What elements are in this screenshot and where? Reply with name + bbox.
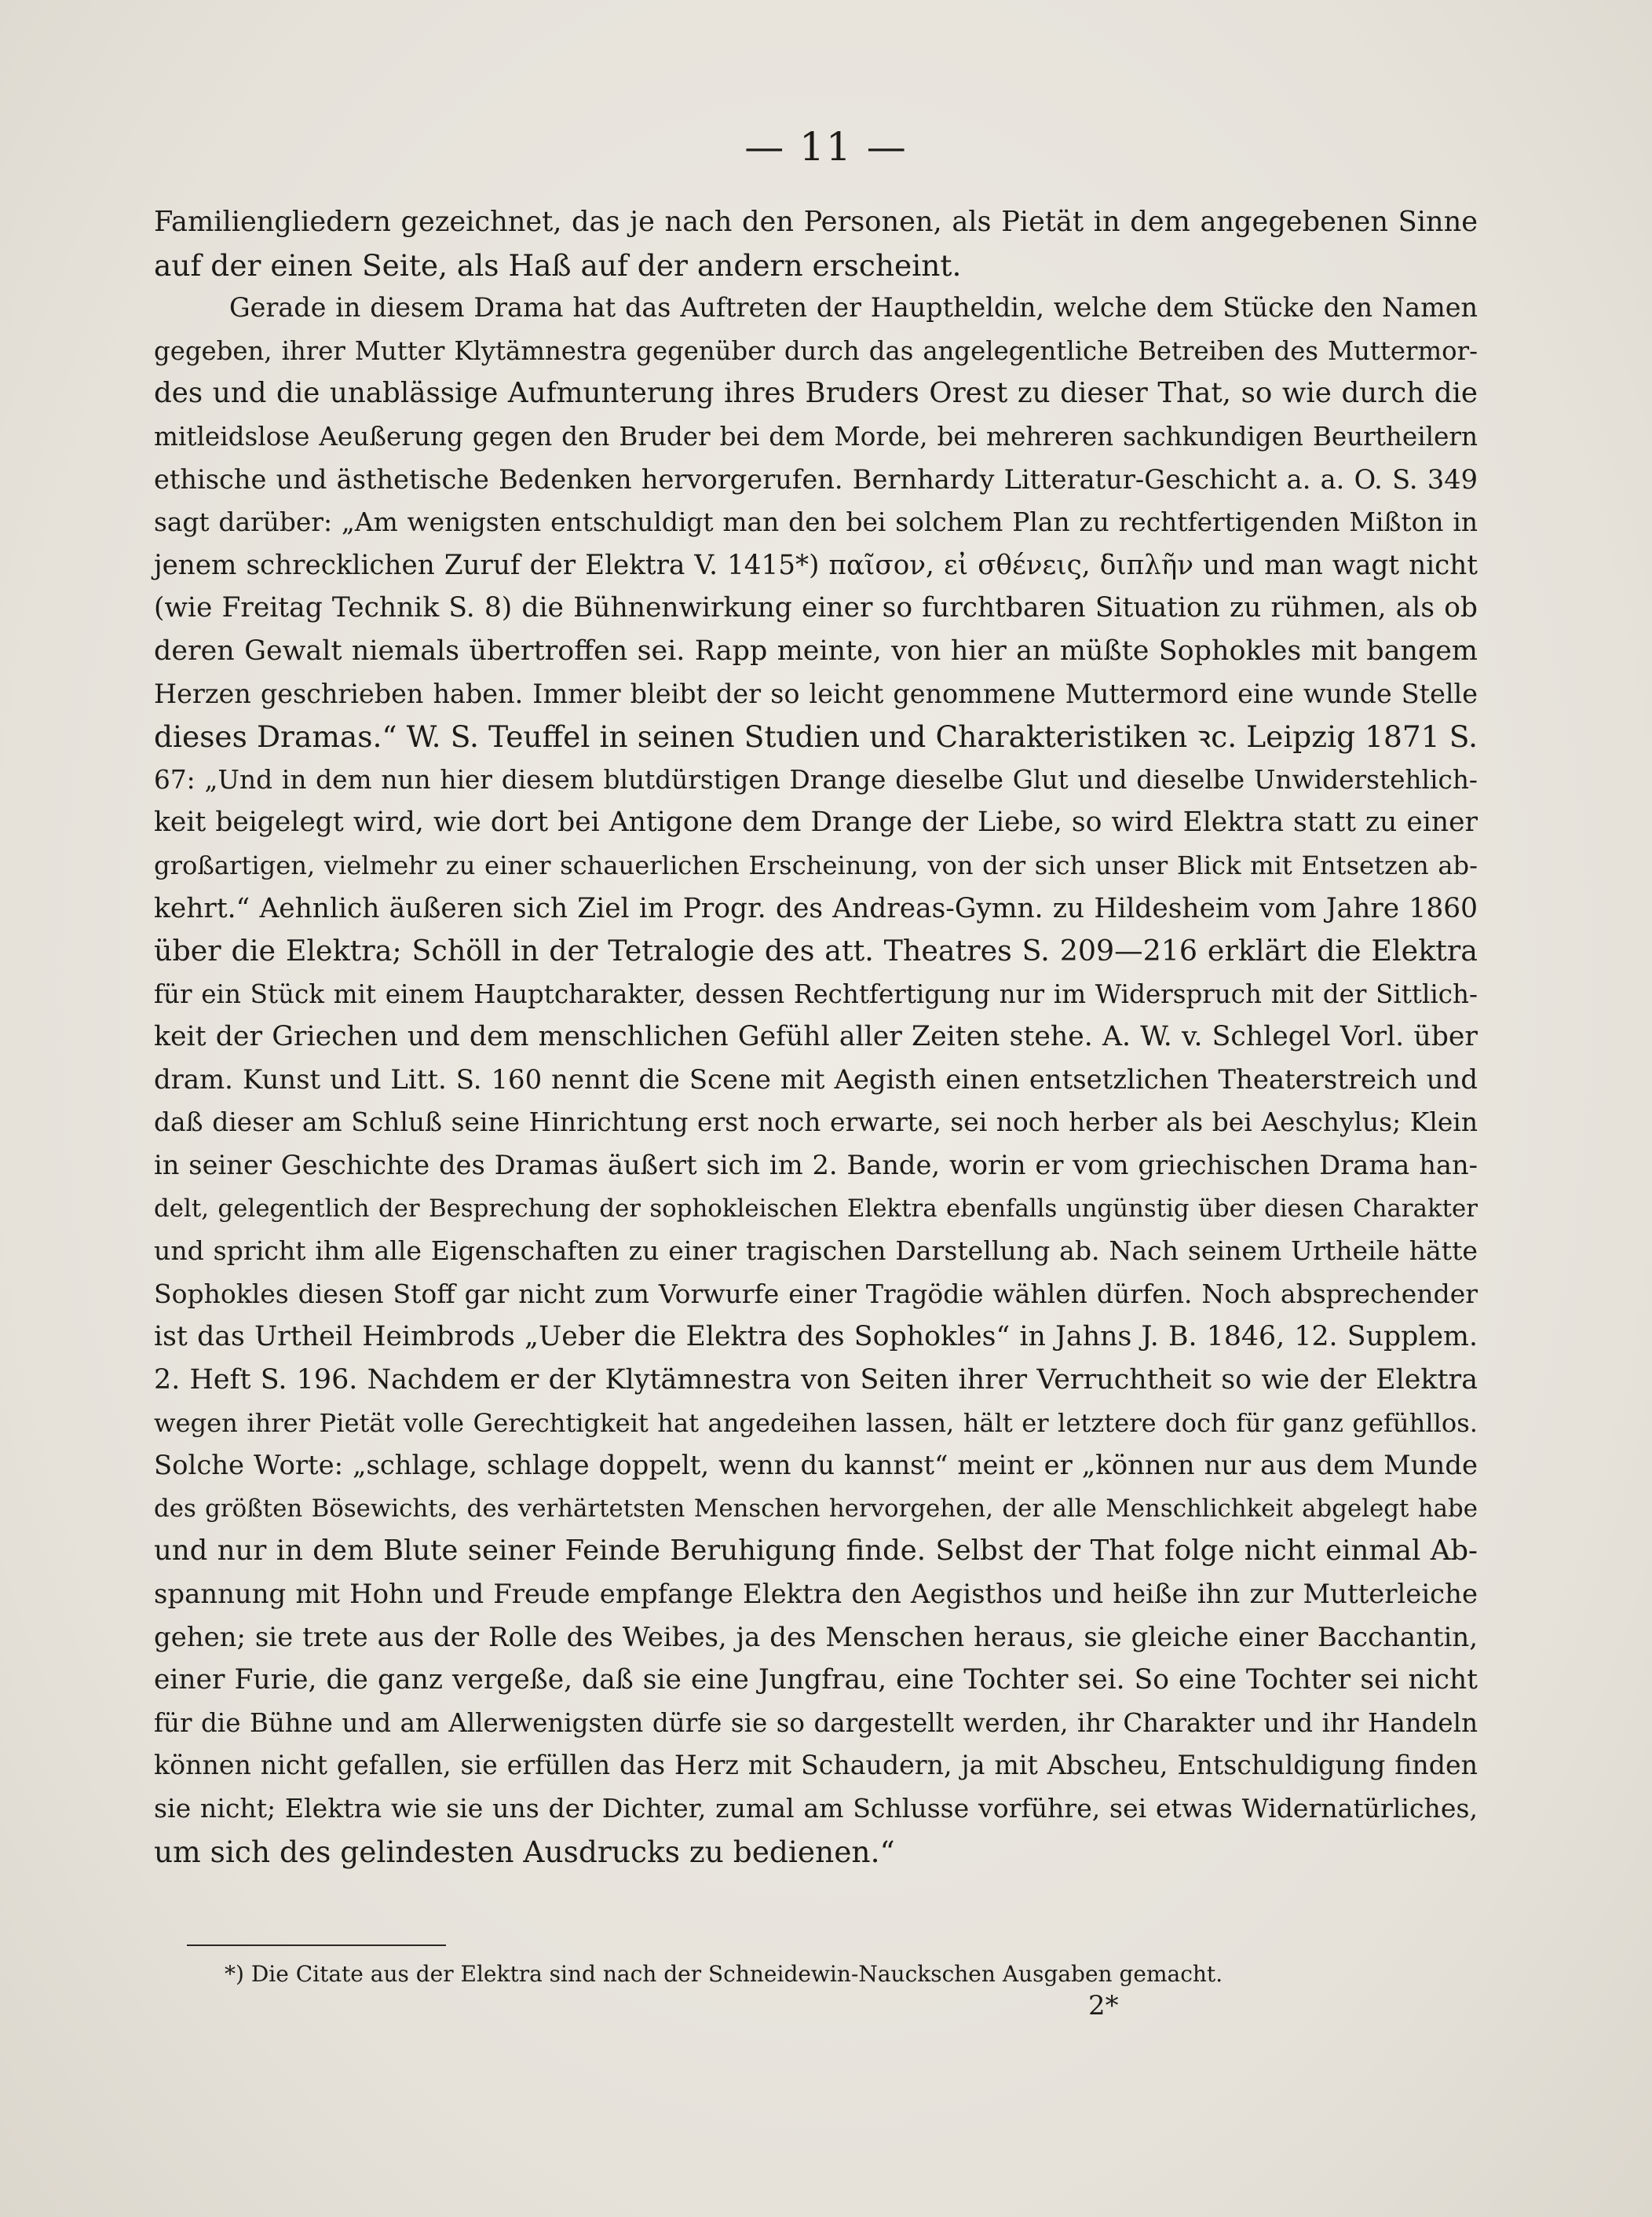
body-text	[154, 201, 1478, 1873]
text-line: keit der Griechen und dem menschlichen Gefühl aller Zeiten stehe. A. W. v. Schlegel Vorl. über	[154, 1021, 1478, 1053]
text-line: um sich des gelindesten Ausdrucks zu bedienen.“	[154, 1834, 895, 1869]
text-line: und spricht ihm alle Eigenschaften zu einer tragischen Darstellung ab. Nach seinem Urtheile hätte	[154, 1235, 1478, 1267]
text-line: Sophokles diesen Stoff gar nicht zum Vorwurfe einer Tragödie wählen dürfen. Noch absprechender	[154, 1278, 1478, 1309]
text-line: Familiengliedern gezeichnet, das je nach den Personen, als Pietät in dem angegebenen Sinne	[154, 206, 1478, 238]
signature-mark: 2*	[1088, 1990, 1119, 2021]
text-line: sie nicht; Elektra wie sie uns der Dichter, zumal am Schlusse vorführe, sei etwas Widernatürliches,	[154, 1792, 1478, 1824]
text-line: und nur in dem Blute seiner Feinde Beruhigung finde. Selbst der That folge nicht einmal Ab-	[154, 1535, 1478, 1568]
text-line: daß dieser am Schluß seine Hinrichtung erst noch erwarte, sei noch herber als bei Aeschylus; Klein	[154, 1107, 1478, 1138]
text-line: einer Furie, die ganz vergeße, daß sie eine Jungfrau, eine Tochter sei. So eine Tochter sei nicht	[154, 1664, 1478, 1696]
text-line: Gerade in diesem Drama hat das Auftreten der Hauptheldin, welche dem Stücke den Namen	[229, 292, 1478, 324]
paragraph	[154, 201, 1478, 287]
text-line: Solche Worte: „schlage, schlage doppelt, wenn du kannst“ meint er „können nur aus dem Munde	[154, 1450, 1478, 1481]
page-number: — 11 —	[744, 124, 908, 170]
text-line: auf der einen Seite, als Haß auf der andern erscheint.	[154, 247, 962, 283]
text-line: dieses Dramas.“ W. S. Teuffel in seinen Studien und Charakteristiken ꝛc. Leipzig 1871 S.	[154, 719, 1478, 755]
text-line: wegen ihrer Pietät volle Gerechtigkeit hat angedeihen lassen, hält er letztere doch für ganz gefühllos.	[154, 1407, 1478, 1438]
paragraph	[154, 287, 1478, 1873]
text-line: 2. Heft S. 196. Nachdem er der Klytämnestra von Seiten ihrer Verruchtheit so wie der Elektra	[154, 1364, 1478, 1396]
text-line: (wie Freitag Technik S. 8) die Bühnenwirkung einer so furchtbaren Situation zu rühmen, als ob	[154, 592, 1478, 624]
text-line: Herzen geschrieben haben. Immer bleibt der so leicht genommene Muttermord eine wunde Stelle	[154, 678, 1478, 709]
text-line: mitleidslose Aeußerung gegen den Bruder bei dem Morde, bei mehreren sachkundigen Beurtheilern	[154, 421, 1478, 452]
text-line: gegeben, ihrer Mutter Klytämnestra gegenüber durch das angelegentliche Betreiben des Muttermor-	[154, 335, 1478, 366]
text-line: jenem schrecklichen Zuruf der Elektra V. 1415*) παῖσον, εἰ σθένεις, διπλῆν und man wagt nicht	[154, 549, 1478, 581]
text-line: 67: „Und in dem nun hier diesem blutdürstigen Drange dieselbe Glut und dieselbe Unwiderstehlich-	[154, 764, 1478, 795]
text-line: sagt darüber: „Am wenigsten entschuldigt man den bei solchem Plan zu rechtfertigenden Mißton in	[154, 507, 1478, 538]
text-line: in seiner Geschichte des Dramas äußert sich im 2. Bande, worin er vom griechischen Drama han-	[154, 1150, 1478, 1181]
text-line: keit beigelegt wird, wie dort bei Antigone dem Drange der Liebe, so wird Elektra statt zu einer	[154, 807, 1478, 839]
footnote: *) Die Citate aus der Elektra sind nach der Schneidewin-Nauckschen Ausgaben gemacht.	[225, 1961, 1223, 1987]
text-line: dram. Kunst und Litt. S. 160 nennt die Scene mit Aegisth einen entsetzlichen Theaterstreich und	[154, 1063, 1478, 1095]
text-line: ist das Urtheil Heimbrods „Ueber die Elektra des Sophokles“ in Jahns J. B. 1846, 12. Supplem.	[154, 1321, 1478, 1353]
footnote-divider	[187, 1944, 446, 1946]
text-line: können nicht gefallen, sie erfüllen das Herz mit Schaudern, ja mit Abscheu, Entschuldigung finden	[154, 1750, 1478, 1781]
text-line: über die Elektra; Schöll in der Tetralogie des att. Theatres S. 209—216 erklärt die Elektra	[154, 934, 1478, 968]
text-line: großartigen, vielmehr zu einer schauerlichen Erscheinung, von der sich unser Blick mit Entsetzen ab-	[154, 850, 1478, 880]
text-line: für die Bühne und am Allerwenigsten dürfe sie so dargestellt werden, ihr Charakter und ihr Handeln	[154, 1707, 1478, 1738]
text-line: ethische und ästhetische Bedenken hervorgerufen. Bernhardy Litteratur-Geschicht a. a. O. S. 349	[154, 463, 1478, 495]
text-line: gehen; sie trete aus der Rolle des Weibes, ja des Menschen heraus, sie gleiche einer Bacchantin,	[154, 1621, 1478, 1652]
text-line: delt, gelegentlich der Besprechung der sophokleischen Elektra ebenfalls ungünstig über diesen Charakter	[154, 1194, 1478, 1223]
text-line: deren Gewalt niemals übertroffen sei. Rapp meinte, von hier an müßte Sophokles mit bangem	[154, 635, 1478, 667]
text-line: kehrt.“ Aehnlich äußeren sich Ziel im Progr. des Andreas-Gymn. zu Hildesheim vom Jahre 1860	[154, 892, 1478, 924]
text-line: des und die unablässige Aufmunterung ihres Bruders Orest zu dieser That, so wie durch die	[154, 377, 1478, 410]
text-line: des größten Bösewichts, des verhärtetsten Menschen hervorgehen, der alle Menschlichkeit abgelegt habe	[154, 1494, 1478, 1523]
text-line: für ein Stück mit einem Hauptcharakter, dessen Rechtfertigung nur im Widerspruch mit der Sittlich-	[154, 979, 1478, 1009]
text-line: spannung mit Hohn und Freude empfange Elektra den Aegisthos und heiße ihn zur Mutterleiche	[154, 1579, 1478, 1609]
